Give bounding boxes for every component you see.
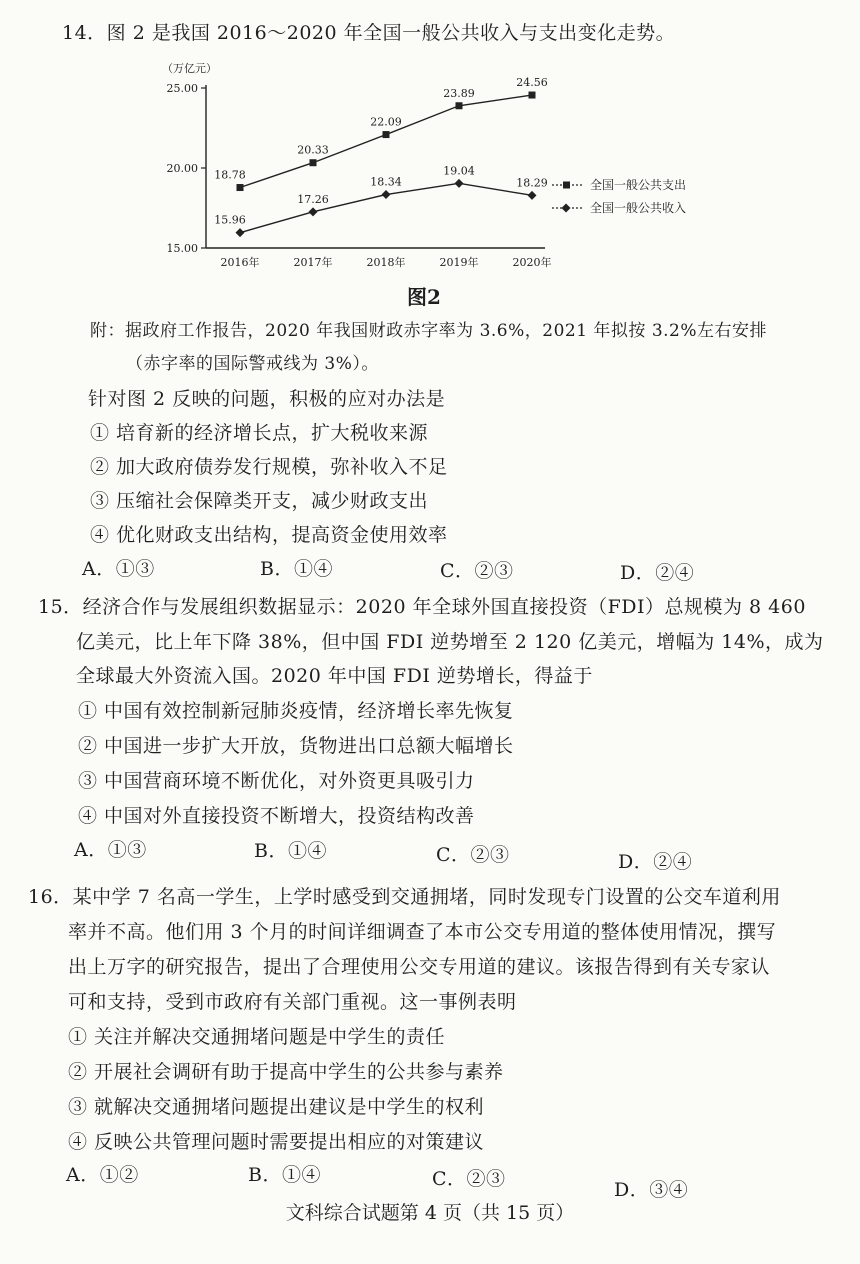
- page-footer: 文科综合试题第 4 页（共 15 页）: [285, 1202, 575, 1224]
- q16-stem-line-3: 出上万字的研究报告，提出了合理使用公交专用道的建议。该报告得到有关专家认: [68, 956, 771, 978]
- q14-option-b: B．①④: [260, 558, 333, 580]
- q15-item-4: ④ 中国对外直接投资不断增大，投资结构改善: [78, 805, 475, 827]
- x-tick-label: 2018年: [366, 256, 406, 269]
- series-line-expenditure: [240, 95, 532, 187]
- data-label: 20.33: [297, 143, 329, 157]
- q14-item-2: ② 加大政府债券发行规模，弥补收入不足: [90, 456, 448, 478]
- y-tick-label: 25.00: [166, 82, 198, 95]
- q15-item-2: ② 中国进一步扩大开放，货物进出口总额大幅增长: [78, 735, 514, 757]
- data-label: 15.96: [214, 213, 246, 227]
- q14-note-line-1: 附：据政府工作报告，2020 年我国财政赤字率为 3.6%，2021 年拟按 3.2%左右安排: [90, 321, 768, 341]
- q15-item-1: ① 中国有效控制新冠肺炎疫情，经济增长率先恢复: [78, 700, 514, 722]
- q16-stem-line-4: 可和支持，受到市政府有关部门重视。这一事例表明: [68, 991, 517, 1013]
- q16-item-2: ② 开展社会调研有助于提高中学生的公共参与素养: [68, 1061, 504, 1083]
- data-point-square: [383, 131, 390, 138]
- data-label: 18.29: [516, 176, 548, 190]
- data-label: 18.34: [370, 175, 402, 189]
- q14-question: 针对图 2 反映的问题，积极的应对办法是: [88, 388, 446, 410]
- data-label: 19.04: [443, 164, 475, 178]
- q16-item-1: ① 关注并解决交通拥堵问题是中学生的责任: [68, 1026, 446, 1048]
- legend-diamond-marker: [562, 204, 571, 213]
- x-tick-label: 2019年: [439, 256, 479, 269]
- data-point-diamond: [236, 228, 245, 237]
- y-unit-label: （万亿元）: [162, 62, 217, 75]
- q14-option-c: C．②③: [440, 560, 514, 582]
- data-point-square: [529, 92, 536, 99]
- q14-line-chart: [150, 58, 760, 283]
- y-tick-label: 15.00: [166, 242, 198, 255]
- figure-caption: 图2: [407, 285, 441, 309]
- q15-option-d: D．②④: [618, 851, 693, 873]
- data-label: 24.56: [516, 76, 548, 90]
- data-point-square: [456, 102, 463, 109]
- q16-option-d: D．③④: [614, 1179, 689, 1201]
- data-point-diamond: [382, 190, 391, 199]
- q16-stem-line-1: 16．某中学 7 名高一学生，上学时感受到交通拥堵，同时发现专门设置的公交车道利用: [28, 886, 781, 908]
- q16-item-4: ④ 反映公共管理问题时需要提出相应的对策建议: [68, 1131, 485, 1153]
- data-point-square: [237, 184, 244, 191]
- q14-item-4: ④ 优化财政支出结构，提高资金使用效率: [90, 524, 448, 546]
- q16-option-a: A．①②: [66, 1164, 139, 1186]
- x-tick-label: 2020年: [512, 256, 552, 269]
- legend-label: 全国一般公共收入: [590, 201, 687, 215]
- data-point-diamond: [455, 179, 464, 188]
- y-tick-label: 20.00: [166, 162, 198, 175]
- q16-option-b: B．①④: [248, 1164, 321, 1186]
- data-point-diamond: [528, 191, 537, 200]
- q14-note-line-2: （赤字率的国际警戒线为 3%）。: [126, 354, 379, 374]
- q15-option-c: C．②③: [436, 844, 510, 866]
- data-label: 17.26: [297, 192, 329, 206]
- q15-option-a: A．①③: [74, 839, 147, 861]
- q14-option-d: D．②④: [620, 562, 695, 584]
- q15-stem-line-3: 全球最大外资流入国。2020 年中国 FDI 逆势增长，得益于: [76, 665, 593, 687]
- q15-option-b: B．①④: [254, 840, 327, 862]
- q15-stem-line-2: 亿美元，比上年下降 38%，但中国 FDI 逆势增至 2 120 亿美元，增幅为 14%，成为: [76, 631, 824, 653]
- q16-stem-line-2: 率并不高。他们用 3 个月的时间详细调查了本市公交专用道的整体使用情况，撰写: [68, 921, 777, 943]
- data-point-square: [310, 159, 317, 166]
- x-tick-label: 2016年: [220, 256, 260, 269]
- data-label: 18.78: [214, 168, 246, 182]
- data-point-diamond: [309, 207, 318, 216]
- legend-square-marker: [563, 182, 570, 189]
- q16-item-3: ③ 就解决交通拥堵问题提出建议是中学生的权利: [68, 1096, 485, 1118]
- q16-option-c: C．②③: [432, 1168, 506, 1190]
- q15-stem-line-1: 15．经济合作与发展组织数据显示：2020 年全球外国直接投资（FDI）总规模为 8 460: [38, 596, 806, 618]
- q14-stem: 14．图 2 是我国 2016～2020 年全国一般公共收入与支出变化走势。: [62, 22, 676, 44]
- x-tick-label: 2017年: [293, 256, 333, 269]
- data-label: 22.09: [370, 115, 402, 129]
- q14-item-1: ① 培育新的经济增长点，扩大税收来源: [90, 422, 429, 444]
- q15-item-3: ③ 中国营商环境不断优化，对外资更具吸引力: [78, 770, 475, 792]
- legend-label: 全国一般公共支出: [590, 178, 687, 192]
- q14-option-a: A．①③: [82, 558, 155, 580]
- data-label: 23.89: [443, 86, 475, 100]
- q14-item-3: ③ 压缩社会保障类开支，减少财政支出: [90, 490, 429, 512]
